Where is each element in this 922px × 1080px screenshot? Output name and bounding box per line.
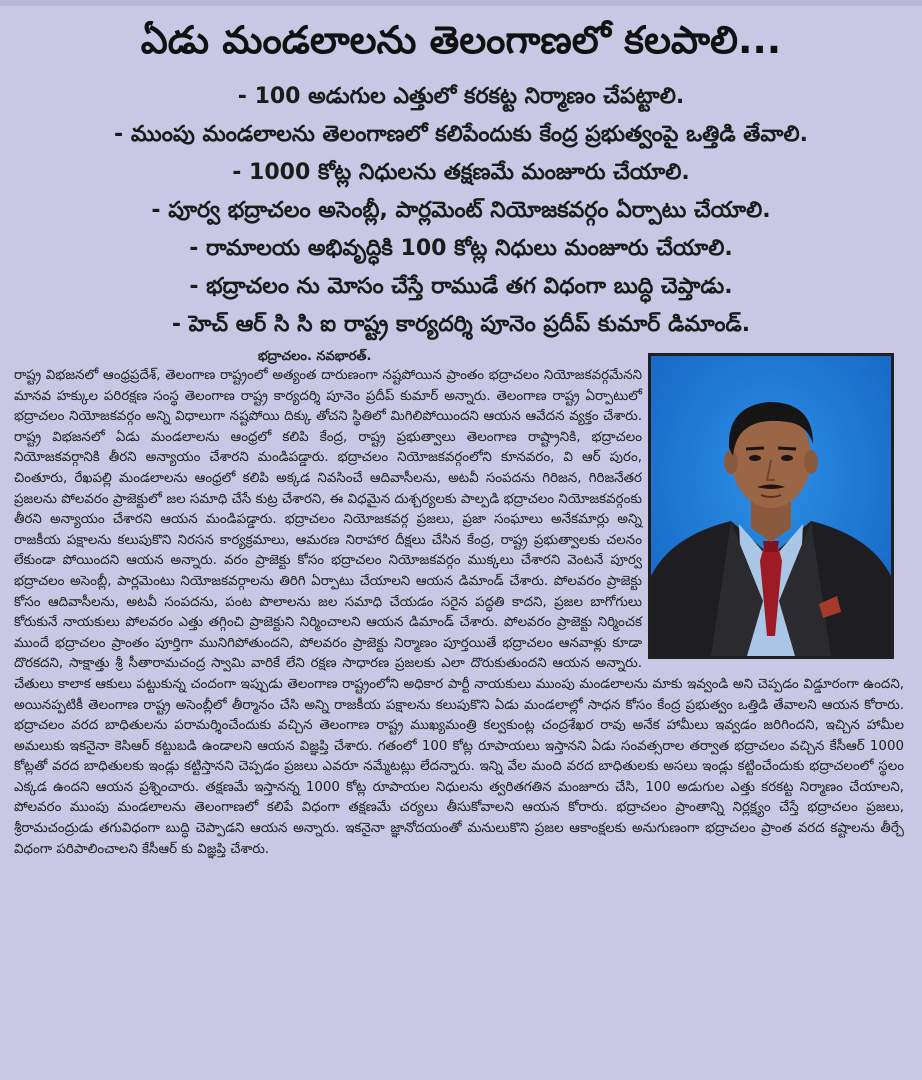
top-border xyxy=(0,0,922,6)
subheadline: - హెచ్ ఆర్ సి సి ఐ రాష్ట్ర కార్యదర్శి పూనెం ప్రదీప్ కుమార్ డిమాండ్. xyxy=(171,312,751,337)
photo-float-spacer xyxy=(642,366,904,662)
subheadline-list xyxy=(0,78,922,344)
article-body-text: రాష్ట్ర విభజనలో ఆంధ్రప్రదేశ్, తెలంగాణ రాష్ట్రంలో అత్యంత దారుణంగా నష్టపోయిన ప్రాంతం భద్రాచలం నియోజకవర్గమేనని మానవ హక్కుల పరిరక్షణ సంస్థ తెలంగాణ రాష్ట్ర కార్యదర్శి పూనెం ప్రదీప్ కుమార్ అన్నారు. తెలంగాణ రాష్ట్ర ఏర్పాటులో భద్రాచలం నియోజకవర్గం అన్ని విధాలుగా నష్టపోయి దిక్కు తోచని స్థితిలో మిగిలిపోయిందని ఆయన ఆవేదన వ్యక్తం చేశారు. రాష్ట్ర విభజనలో ఏడు మండలాలను ఆంధ్రలో కలిపి కేంద్ర, రాష్ట్ర ప్రభుత్వాలు తెలంగాణ రాష్ట్రానికి, భద్రాచలం నియోజకవర్గానికి తీరని అన్యాయం చేశారని మండిపడ్డారు. భద్రాచలం నియోజకవర్గంలోని కూనవరం, వి ఆర్ పురం, చింతూరు, రేఖపల్లి మండలాలను ఆంధ్రలో కలిపి అక్కడ నివసించే ఆదివాసీలను, అటవీ సంపదను గిరిజన, గిరిజనేతర ప్రజలను పోలవరం ప్రాజెక్టులో జల సమాధి చేసే కుట్ర చేశారని, ఈ విధమైన దుశ్చర్యలకు పాల్పడి భద్రాచలం నియోజకవర్గంకు తీరని అన్యాయం చేశారని ఆయన మండిపడ్డారు. భద్రాచలం నియోజకవర్గ ప్రజలు, ప్రజా సంఘాలు అనేకమార్లు అన్ని రాజకీయ పక్షాలను కలుపుకొని నిరసన కార్యక్రమాలు, ఆమరణ నిరాహార దీక్షలు చేసిన కేంద్ర, రాష్ట్ర ప్రభుత్వాలకు చలనం లేకుండా పోయిందని ఆయన అన్నారు. వరం ప్రాజెక్టు కోసం భద్రాచలం నియోజకవర్గం ముక్కలు చేశారని వెంటనే పూర్వ భద్రాచలం అసెంబ్లీ, పార్లమెంటు నియోజకవర్గాలను తిరిగి ఏర్పాటు చేయాలని ఆయన డిమాండ్ చేశారు. పోలవరం ప్రాజెక్టు కోసం ఆదివాసీలను, అటవీ సంపదను, పంట పొలాలను జల సమాధి చేయడం సరైన పద్ధతి కాదని, ప్రజల బాగోగులు కోరుకునే నాయకులు పోలవరం ఎత్తు తగ్గించి ప్రాజెక్టుని నిర్మించాలని ఆయన డిమాండ్ చేశారు. పోలవరం ప్రాజెక్టు నిర్మించక ముందే భద్రాచలం ప్రాంతం పూర్తిగా మునిగిపోతుందని, పోలవరం ప్రాజెక్టు నిర్మాణం పూర్తయితే భద్రాచలం ఆనవాళ్లు కూడా దొరకదని, సాక్షాత్తు శ్రీ సీతారామచంద్ర స్వామి వారికే లేని రక్షణ సాధారణ ప్రజలకు ఎలా దొరుకుతుందని ఆయన అన్నారు. చేతులు కాలాక ఆకులు పట్టుకున్న చందంగా ఇప్పుడు తెలంగాణ రాష్ట్రంలోని అధికార పార్టీ నాయకులు ముంపు మండలాలను మాకు ఇవ్వండి అని చెప్పడం విడ్డూరంగా ఉందని, అయినప్పటికీ తెలంగాణ రాష్ట్ర అసెంబ్లీలో తీర్మానం చేసి అన్ని రాజకీయ పక్షాలను కలుపుకొని ఏడు మండలాల్లో సాధన కోసం కేంద్ర ప్రభుత్వం ఒత్తిడి తేవాలని ఆయన కోరారు. భద్రాచలం వరద బాధితులను పరామర్శించేందుకు వచ్చిన తెలంగాణ రాష్ట్ర ముఖ్యమంత్రి కల్వకుంట్ల చంద్రశేఖర రావు అనేక హామీలు ఇవ్వడం జరిగిందని, ఇచ్చిన హామీల అమలుకు ఇకనైనా కెసిఆర్ కట్టుబడి ఉండాలని ఆయన విజ్ఞప్తి చేశారు. గతంలో 100 కోట్ల రూపాయలు ఇస్తానని ఏడు సంవత్సరాల తర్వాత భద్రాచలం వచ్చిన కేసీఆర్ 1000 కోట్లతో వరద బాధితులకు ఇండ్లు కట్టిస్తానని చెప్పడం ప్రజలు ఎవరూ నమ్మేటట్లు లేదన్నారు. ఇన్ని వేల మంది వరద బాధితులకు అసలు ఇండ్లు కట్టించేందుకు భద్రాచలంలో స్థలం ఎక్కడ ఉందని ఆయన ప్రశ్నించారు. తక్షణమే ఇస్తానన్న 1000 కోట్ల రూపాయల నిధులను త్వరితగతిన మంజూరు చేసి, 100 అడుగుల ఎత్తు కరకట్ట నిర్మాణం చేయాలని, పోలవరం ముంపు మండలాలను తెలంగాణలో కలిపే విధంగా తక్షణమే చర్యలు తీసుకోవాలని ఆయన కోరారు. భద్రాచలం ప్రాంతాన్ని నిర్లక్ష్యం చేస్తే భద్రాచలం ప్రజలు, శ్రీరామచంద్రుడు తగువిధంగా బుద్ధి చెప్పాడని ఆయన అన్నారు. ఇకనైనా జ్ఞానోదయంతో మనులుకొని ప్రజల ఆకాంక్షలకు అనుగుణంగా భద్రాచలం ప్రాంత వరద కష్టాలను తీర్చే విధంగా పరిపాలించాలని కేసీఆర్ కు విజ్ఞప్తి చేశారు. xyxy=(14,368,904,857)
subheadline: - రామాలయ అభివృద్ధికి 100 కోట్ల నిధులు మంజూరు చేయాలి. xyxy=(189,236,733,261)
dateline: భద్రాచలం. నవభారత్. xyxy=(258,349,372,364)
subheadline: - 1000 కోట్ల నిధులను తక్షణమే మంజూరు చేయాలి. xyxy=(232,160,690,185)
subheadline: - పూర్వ భద్రాచలం అసెంబ్లీ, పార్లమెంట్ నియోజకవర్గం ఏర్పాటు చేయాలి. xyxy=(151,198,771,223)
subheadline: - ముంపు మండలాలను తెలంగాణలో కలిపేందుకు కేంద్ర ప్రభుత్వంపై ఒత్తిడి తేవాలి. xyxy=(114,122,808,147)
subheadline: - 100 అడుగుల ఎత్తులో కరకట్ట నిర్మాణం చేపట్టాలి. xyxy=(237,84,685,109)
article-body xyxy=(14,366,904,860)
headline: ఏడు మండలాలను తెలంగాణలో కలపాలి... xyxy=(140,18,782,62)
subheadline: - భద్రాచలం ను మోసం చేస్తే రాముడే తగ విధంగా బుద్ధి చెప్తాడు. xyxy=(189,274,733,299)
